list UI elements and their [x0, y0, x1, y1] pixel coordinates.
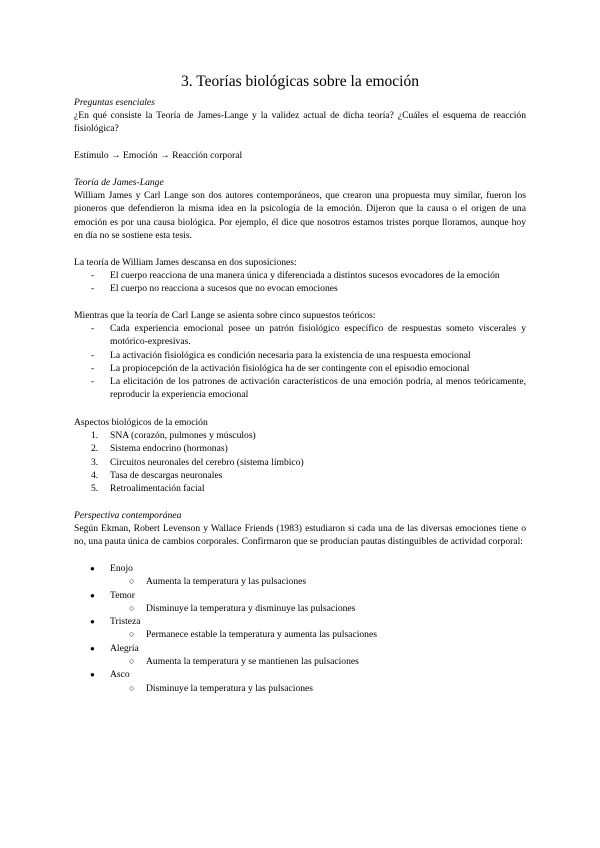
list-item-text: El cuerpo reacciona de una manera única y diferenciada a distintos sucesos evocadores de la emoción: [110, 270, 500, 281]
list-number: 5.: [91, 483, 99, 495]
bullet-circle-icon: ○: [129, 629, 135, 640]
dash-marker: -: [91, 283, 95, 295]
bullet-dot-icon: ●: [90, 617, 95, 627]
list-item-text: La elicitación de los patrones de activación característicos de una emoción podría, al menos teóricamente, reproducir la experiencia emocional: [110, 376, 526, 401]
list-item: [74, 442, 526, 455]
list-item: [74, 429, 526, 442]
preguntas-text: ¿En qué consiste la Teoría de James-Lange y la validez actual de dicha teoría? ¿Cuáles el esquema de reacción fisiológica?: [74, 110, 526, 135]
dash-marker: -: [91, 376, 95, 388]
list-item-emocion: [74, 589, 526, 616]
list-item: [74, 469, 526, 482]
list-item: [110, 602, 526, 615]
emocion-effect: Aumenta la temperatura y las pulsaciones: [146, 576, 307, 588]
list-item-text: SNA (corazón, pulmones y músculos): [110, 430, 256, 441]
aspectos-list: [74, 429, 526, 495]
james-lange-heading: Teoría de James-Lange: [74, 177, 164, 188]
list-item-emocion: [74, 615, 526, 642]
list-item: [74, 269, 526, 282]
dash-marker: -: [91, 323, 95, 334]
list-item-text: Sistema endocrino (hormonas): [110, 443, 228, 455]
list-item-emocion: [74, 668, 526, 695]
list-number: 3.: [91, 456, 99, 468]
aspectos-heading: Aspectos biológicos de la emoción: [74, 417, 208, 428]
list-number: 4.: [91, 469, 99, 481]
bullet-circle-icon: ○: [129, 656, 135, 667]
emocion-effect-list: [110, 655, 526, 668]
list-item: [74, 362, 526, 375]
emocion-name: Temor: [110, 589, 135, 601]
list-item: [110, 575, 526, 588]
esquema-text: Estímulo → Emoción → Reacción corporal: [74, 150, 243, 161]
bullet-dot-icon: ●: [90, 670, 95, 680]
emocion-effect: Aumenta la temperatura y se mantienen las pulsaciones: [146, 656, 359, 668]
emocion-name: Enojo: [110, 563, 133, 574]
bullet-dot-icon: ●: [90, 564, 95, 573]
list-item-text: La activación fisiológica es condición necesaria para la existencia de una respuesta emocional: [110, 349, 471, 361]
emocion-effect: Disminuye la temperatura y las pulsaciones: [146, 682, 314, 694]
emocion-name: Tristeza: [110, 616, 141, 628]
list-item: [74, 375, 526, 402]
bullet-circle-icon: ○: [129, 602, 135, 613]
list-item-text: Circuitos neuronales del cerebro (sistema límbico): [110, 456, 304, 468]
perspectiva-heading: Perspectiva contemporánea: [74, 510, 182, 521]
list-item: [74, 322, 526, 349]
bullet-dot-icon: ●: [90, 590, 95, 600]
page-title: 3. Teorías biológicas sobre la emoción: [181, 73, 419, 90]
bullet-dot-icon: ●: [90, 643, 95, 653]
emocion-effect: Permanece estable la temperatura y aumenta las pulsaciones: [146, 629, 377, 641]
list-item-text: Retroalimentación facial: [110, 483, 205, 495]
list-number: 2.: [91, 443, 99, 455]
list-item-emocion: [74, 562, 526, 589]
emocion-name: Asco: [110, 669, 130, 681]
list-item-text: Tasa de descargas neuronales: [110, 469, 223, 481]
preguntas-heading: Preguntas esenciales: [74, 97, 155, 108]
emocion-effect-list: [110, 628, 526, 641]
perspectiva-text: Según Ekman, Robert Levenson y Wallace Friends (1983) estudiaron si cada una de las diversas emociones tiene o no, una pauta única de cambios corporales. Confirmaron que se producían pautas distinguibles de actividad corporal:: [74, 523, 526, 548]
list-number: 1.: [91, 430, 99, 441]
list-item: [74, 456, 526, 469]
list-item: [110, 655, 526, 668]
list-item-text: Cada experiencia emocional posee un patrón fisiológico específico de respuestas someto viscerales y motórico-expresivas.: [110, 323, 526, 348]
william-james-intro: La teoría de William James descansa en dos suposiciones:: [74, 257, 297, 268]
emocion-effect: Disminuye la temperatura y disminuye las pulsaciones: [146, 602, 356, 614]
carl-lange-intro: Mientras que la teoría de Carl Lange se asienta sobre cinco supuestos teóricos:: [74, 310, 376, 321]
emocion-effect-list: [110, 575, 526, 588]
bullet-circle-icon: ○: [129, 576, 135, 587]
list-item: [110, 628, 526, 641]
dash-marker: -: [91, 270, 95, 281]
bullet-circle-icon: ○: [129, 682, 135, 693]
list-item-text: El cuerpo no reacciona a sucesos que no evocan emociones: [110, 283, 338, 295]
james-lange-text: William James y Carl Lange son dos autores contemporáneos, que crearon una propuesta muy similar, fueron los pioneros que defendieron la misma idea en la psicología de la emoción. Dijeron que la causa o el origen de una emoción es por una causa biológica. Por ejemplo, él dice que nosotros estamos tristes porque lloramos, aunque hoy en día no se sostiene esta tesis.: [74, 190, 526, 241]
emociones-list: [74, 562, 526, 695]
dash-marker: -: [91, 362, 95, 374]
emocion-effect-list: [110, 602, 526, 615]
carl-lange-list: [74, 322, 526, 402]
list-item: [74, 349, 526, 362]
dash-marker: -: [91, 349, 95, 361]
list-item-text: La propiocepción de la activación fisiológica ha de ser contingente con el episodio emocional: [110, 362, 470, 374]
list-item: [74, 282, 526, 295]
william-james-list: [74, 269, 526, 296]
list-item: [110, 682, 526, 695]
emocion-name: Alegría: [110, 642, 139, 654]
emocion-effect-list: [110, 682, 526, 695]
list-item-emocion: [74, 642, 526, 669]
list-item: [74, 482, 526, 495]
